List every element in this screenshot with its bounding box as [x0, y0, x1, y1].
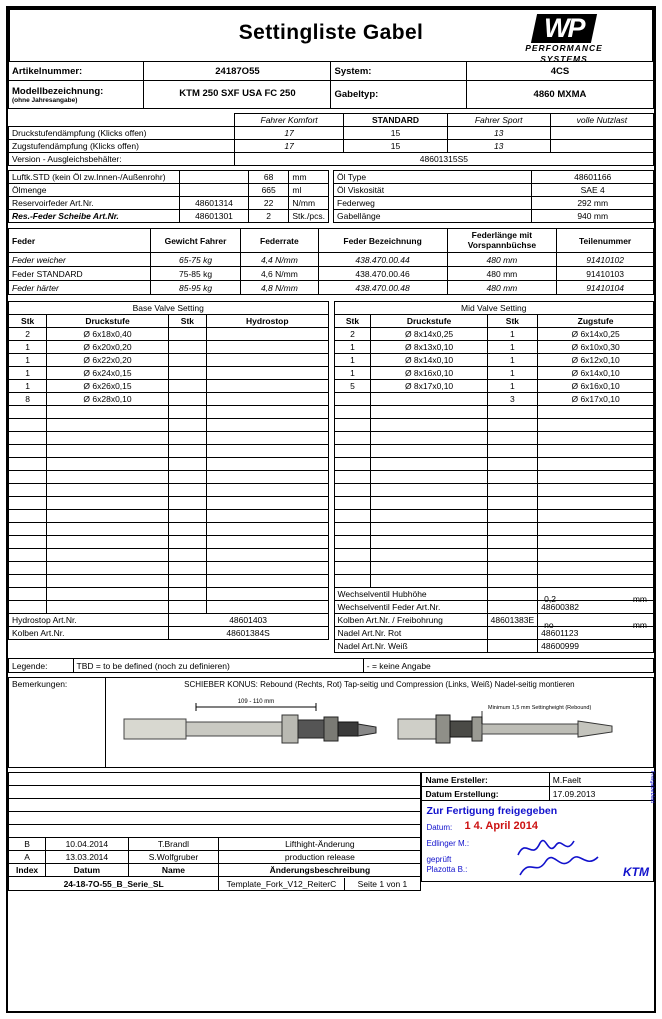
revision-table	[8, 772, 421, 891]
gabeltyp-label: Gabeltyp:	[331, 81, 466, 109]
approver2-name-label: Plazotta B.:	[426, 865, 468, 874]
doc-number: 24-18-7O-55_B_Serie_SL	[9, 877, 219, 891]
table-row	[9, 341, 329, 354]
oelmenge-label: Ölmenge	[9, 184, 180, 197]
spring-std-weight: 75-85 kg	[150, 267, 240, 281]
table-row	[334, 328, 654, 341]
hydrostop-artnr-label: Hydrostop Art.Nr.	[9, 614, 169, 627]
document-footer	[8, 772, 654, 891]
table-row	[9, 380, 329, 393]
wp-logo	[484, 13, 644, 64]
wechselventil-hub-v1	[487, 588, 538, 601]
mv-r2-druck: Ø 8x14x0,10	[371, 354, 487, 367]
legend-tbd: TBD = to be defined (noch zu definieren)	[73, 659, 363, 673]
bv-r5-hydro	[207, 393, 328, 406]
resfeder-scheibe-label: Res.-Feder Scheibe Art.Nr.	[9, 210, 180, 223]
gabellaenge-label: Gabellänge	[334, 210, 532, 223]
bv-col-stk2: Stk	[168, 315, 206, 328]
mv-r2-stk: 1	[334, 354, 371, 367]
rev-b-index: B	[9, 838, 46, 851]
spring-hard-part: 91410104	[557, 281, 654, 295]
svg-text:109 - 110 mm: 109 - 110 mm	[237, 699, 275, 705]
mv-r0-stk: 2	[334, 328, 371, 341]
modell-sublabel: (ohne Jahresangabe)	[12, 96, 78, 104]
damping-col-standard: STANDARD	[344, 114, 447, 127]
mid-valve-title: Mid Valve Setting	[334, 302, 654, 315]
reservoirfeder-value: 48601314	[180, 197, 249, 210]
template-name: Template_Fork_V12_ReiterC	[226, 878, 337, 889]
druckstufe-label: Druckstufendämpfung (Klicks offen)	[9, 127, 235, 140]
table-row	[334, 380, 654, 393]
mv-kolben-v2	[538, 614, 654, 630]
mv-r1-stk: 1	[334, 341, 371, 354]
mv-kolben-v1: 48601383E	[487, 614, 538, 627]
table-row	[422, 787, 654, 801]
damping-col-0	[9, 114, 235, 127]
creator-value: M.Faelt	[549, 773, 653, 787]
mv-r1-stk2: 1	[487, 341, 538, 354]
rev-b-desc: Lifthight-Änderung	[219, 838, 421, 851]
table-row	[334, 184, 654, 197]
oelmenge-value	[180, 184, 249, 197]
approver2-label: geprüft	[426, 855, 452, 864]
release-title: Zur Fertigung freigegeben	[426, 805, 558, 817]
artikelnummer-label: Artikelnummer:	[9, 62, 144, 81]
spring-soft-rate: 4,4 N/mm	[241, 253, 318, 267]
spring-soft-name: Feder weicher	[9, 253, 151, 267]
fork-schematic	[110, 691, 649, 765]
mv-r5-stk2: 3	[487, 393, 538, 406]
base-valve-title: Base Valve Setting	[9, 302, 329, 315]
springs-col-gewicht: Gewicht Fahrer	[150, 229, 240, 253]
damping-table	[8, 113, 654, 166]
luftk-label: Luftk.STD (kein Öl zw.Innen-/Außenrohr)	[9, 171, 180, 184]
wechselventil-hub-unit: mm	[632, 594, 647, 604]
mv-r1-druck: Ø 8x13x0,10	[371, 341, 487, 354]
legend-table	[8, 658, 654, 673]
nadel-rot-v1	[487, 627, 538, 640]
druckstufe-standard: 15	[344, 127, 447, 140]
system-label: System:	[331, 62, 466, 81]
gabeltyp-value: 4860 MXMA	[466, 81, 653, 109]
bv-r0-druck: Ø 6x18x0,40	[47, 328, 168, 341]
approver1-label: Edlinger M.:	[426, 839, 470, 848]
spring-std-length: 480 mm	[447, 267, 557, 281]
specs-right-table	[333, 170, 654, 223]
table-row	[9, 267, 654, 281]
signature-marks	[514, 831, 624, 879]
bv-r0-stk2	[168, 328, 206, 341]
rev-a-date: 13.03.2014	[46, 851, 128, 864]
table-row	[334, 341, 654, 354]
rev-col-desc: Änderungsbeschreibung	[219, 864, 421, 877]
table-row	[9, 328, 329, 341]
bv-r3-hydro	[207, 367, 328, 380]
table-row	[334, 614, 654, 627]
bv-r3-stk2	[168, 367, 206, 380]
luftk-unit: mm	[289, 171, 329, 184]
modell-label-cell	[9, 81, 144, 109]
mv-r4-stk2: 1	[487, 380, 538, 393]
spring-hard-name: Feder härter	[9, 281, 151, 295]
table-row	[9, 197, 329, 210]
reservoirfeder-unit: N/mm	[289, 197, 329, 210]
logo-line1: PERFORMANCE	[525, 43, 603, 53]
springs-col-laenge: Federlänge mit Vorspannbüchse	[447, 229, 557, 253]
table-row	[334, 197, 654, 210]
remarks-text: SCHIEBER KONUS: Rebound (Rechts, Rot) Tap-seitig und Compression (Links, Weiß) Nadel-seitig montieren	[184, 680, 575, 689]
table-row	[334, 601, 654, 614]
specs-left-table	[8, 170, 329, 223]
release-date-label: Datum:	[426, 823, 453, 832]
oeltype-label: Öl Type	[334, 171, 532, 184]
mv-r3-stk2: 1	[487, 367, 538, 380]
table-row	[9, 614, 329, 627]
oeltype-value: 48601166	[532, 171, 654, 184]
release-date-value: 1 4. April 2014	[464, 820, 539, 832]
version-label: Version - Ausgleichsbehälter:	[9, 153, 235, 166]
mid-valve-block	[334, 301, 655, 653]
remarks-table	[8, 677, 654, 768]
table-row	[334, 588, 654, 601]
spring-std-part: 91410103	[557, 267, 654, 281]
zugstufe-standard: 15	[344, 140, 447, 153]
zugstufe-komfort: 17	[234, 140, 344, 153]
damping-col-nutzlast: volle Nutzlast	[550, 114, 653, 127]
table-row	[334, 640, 654, 653]
spring-std-rate: 4,6 N/mm	[241, 267, 318, 281]
rev-col-date: Datum	[46, 864, 128, 877]
stamp-side-text: Freigabeblatt	[648, 770, 655, 803]
spring-soft-length: 480 mm	[447, 253, 557, 267]
bv-r0-stk: 2	[9, 328, 47, 341]
rev-b-name: T.Brandl	[128, 838, 219, 851]
druckstufe-nutzlast	[550, 127, 653, 140]
druckstufe-sport: 13	[447, 127, 550, 140]
luftk-value2: 68	[248, 171, 288, 184]
mv-r5-druck	[371, 393, 487, 406]
bv-r1-stk: 1	[9, 341, 47, 354]
base-valve-block	[8, 301, 329, 653]
spring-hard-bez: 438.470.00.48	[318, 281, 447, 295]
mv-r4-zug: Ø 6x16x0,10	[538, 380, 654, 393]
mv-r0-stk2: 1	[487, 328, 538, 341]
wechselventil-hub-value: 0,2	[544, 594, 556, 604]
mv-col-druck: Druckstufe	[371, 315, 487, 328]
rev-a-index: A	[9, 851, 46, 864]
bv-r3-druck: Ø 6x24x0,15	[47, 367, 168, 380]
document-header	[8, 8, 654, 62]
zugstufe-sport: 13	[447, 140, 550, 153]
table-row	[334, 354, 654, 367]
modell-label: Modellbezeichnung:	[12, 85, 104, 97]
resfeder-scheibe-unit: Stk./pcs.	[289, 210, 329, 223]
wechselventil-hub-v2	[538, 588, 654, 604]
fork-cartridge-diagram	[110, 691, 630, 763]
mv-r3-druck: Ø 8x16x0,10	[371, 367, 487, 380]
mv-r0-druck: Ø 8x14x0,25	[371, 328, 487, 341]
bv-r2-hydro	[207, 354, 328, 367]
valve-settings-row	[8, 301, 654, 653]
mv-kolben-label: Kolben Art.Nr. / Freibohrung	[334, 614, 487, 627]
approval-table	[421, 772, 654, 882]
bv-col-stk: Stk	[9, 315, 47, 328]
luftk-value	[180, 171, 249, 184]
remarks-label: Bemerkungen:	[9, 678, 106, 768]
mv-r3-stk: 1	[334, 367, 371, 380]
mv-r1-zug: Ø 6x10x0,30	[538, 341, 654, 354]
spring-hard-rate: 4,8 N/mm	[241, 281, 318, 295]
mv-col-stk: Stk	[334, 315, 371, 328]
damping-col-komfort: Fahrer Komfort	[234, 114, 344, 127]
federweg-value: 292 mm	[532, 197, 654, 210]
table-row	[334, 171, 654, 184]
nadel-weiss-value: 48600999	[538, 640, 654, 653]
logo-line2: SYSTEMS	[540, 53, 588, 64]
bv-r1-stk2	[168, 341, 206, 354]
page-count: Seite 1 von 1	[344, 878, 420, 890]
springs-col-rate: Federrate	[241, 229, 318, 253]
nadel-weiss-label: Nadel Art.Nr. Weiß	[334, 640, 487, 653]
zugstufe-nutzlast	[550, 140, 653, 153]
springs-col-teil: Teilenummer	[557, 229, 654, 253]
rev-col-name: Name	[128, 864, 219, 877]
table-row	[9, 171, 329, 184]
bv-r2-stk: 1	[9, 354, 47, 367]
mv-r5-zug: Ø 6x17x0,10	[538, 393, 654, 406]
specs-row	[8, 170, 654, 223]
bv-r5-druck: Ø 6x28x0,10	[47, 393, 168, 406]
bv-col-druck: Druckstufe	[47, 315, 168, 328]
table-row	[422, 773, 654, 787]
rev-col-index: Index	[9, 864, 46, 877]
bv-r0-hydro	[207, 328, 328, 341]
mv-kolben-unit: mm	[632, 620, 647, 630]
oelmenge-value2: 665	[248, 184, 288, 197]
viskositaet-label: Öl Viskosität	[334, 184, 532, 197]
table-row	[334, 627, 654, 640]
bv-r4-stk2	[168, 380, 206, 393]
table-row	[9, 354, 329, 367]
table-row	[9, 367, 329, 380]
wechselventil-feder-v1	[487, 601, 538, 614]
bv-r5-stk2	[168, 393, 206, 406]
base-valve-table	[8, 301, 329, 640]
bv-r2-druck: Ø 6x22x0,20	[47, 354, 168, 367]
table-row	[9, 140, 654, 153]
spring-soft-weight: 65-75 kg	[150, 253, 240, 267]
spring-hard-length: 480 mm	[447, 281, 557, 295]
svg-text:Minimum 1,5 mm Settingheight (: Minimum 1,5 mm Settingheight (Rebound)	[487, 705, 592, 711]
wechselventil-hub-label: Wechselventil Hubhöhe	[334, 588, 487, 601]
nadel-rot-value: 48601123	[538, 627, 654, 640]
druckstufe-komfort: 17	[234, 127, 344, 140]
bv-r5-stk: 8	[9, 393, 47, 406]
springs-col-bez: Feder Bezeichnung	[318, 229, 447, 253]
oelmenge-unit: ml	[289, 184, 329, 197]
table-row	[9, 838, 421, 851]
table-row	[334, 367, 654, 380]
logo-brand: WP	[544, 13, 584, 43]
spring-soft-part: 91410102	[557, 253, 654, 267]
spring-std-bez: 438.470.00.46	[318, 267, 447, 281]
nadel-weiss-v1	[487, 640, 538, 653]
table-row	[9, 210, 329, 223]
mv-r4-stk: 5	[334, 380, 371, 393]
mv-col-zug: Zugstufe	[538, 315, 654, 328]
bv-r4-hydro	[207, 380, 328, 393]
mid-valve-table	[334, 301, 655, 653]
table-row	[9, 184, 329, 197]
rev-a-desc: production release	[219, 851, 421, 864]
table-row	[334, 393, 654, 406]
reservoirfeder-value2: 22	[248, 197, 288, 210]
springs-table	[8, 228, 654, 295]
gabellaenge-value: 940 mm	[532, 210, 654, 223]
spring-std-name: Feder STANDARD	[9, 267, 151, 281]
table-row	[334, 210, 654, 223]
reservoirfeder-label: Reservoirfeder Art.Nr.	[9, 197, 180, 210]
created-value: 17.09.2013	[549, 787, 653, 801]
table-row	[9, 393, 329, 406]
table-row	[9, 153, 654, 166]
system-value: 4CS	[466, 62, 653, 81]
springs-col-feder: Feder	[9, 229, 151, 253]
viskositaet-value: SAE 4	[532, 184, 654, 197]
table-row	[9, 627, 329, 640]
mv-r3-zug: Ø 6x14x0,10	[538, 367, 654, 380]
page-title: Settingliste Gabel	[238, 21, 424, 44]
legend-dash: - = keine Angabe	[363, 659, 653, 673]
kolben-artnr-label: Kolben Art.Nr.	[9, 627, 169, 640]
table-row	[9, 127, 654, 140]
ktm-logo: KTM	[622, 865, 649, 879]
bv-r4-druck: Ø 6x26x0,15	[47, 380, 168, 393]
mv-r5-stk	[334, 393, 371, 406]
artikelnummer-value: 24187O55	[144, 62, 331, 81]
rev-a-name: S.Wolfgruber	[128, 851, 219, 864]
resfeder-scheibe-value2: 2	[248, 210, 288, 223]
mv-col-stk2: Stk	[487, 315, 538, 328]
hydrostop-artnr-value: 48601403	[168, 614, 328, 627]
legend-label: Legende:	[9, 659, 74, 673]
identification-table	[8, 61, 654, 109]
wechselventil-feder-value: 48600382	[538, 601, 654, 614]
damping-col-sport: Fahrer Sport	[447, 114, 550, 127]
version-value: 48601315S5	[234, 153, 653, 166]
federweg-label: Federweg	[334, 197, 532, 210]
spring-soft-bez: 438.470.00.44	[318, 253, 447, 267]
mv-r2-stk2: 1	[487, 354, 538, 367]
table-row	[9, 253, 654, 267]
mv-kolben-value: no	[544, 620, 554, 630]
spring-hard-weight: 85-95 kg	[150, 281, 240, 295]
bv-r2-stk2	[168, 354, 206, 367]
bv-col-hydro: Hydrostop	[207, 315, 328, 328]
zugstufe-label: Zugstufendämpfung (Klicks offen)	[9, 140, 235, 153]
creator-label: Name Ersteller:	[422, 773, 549, 787]
bv-r3-stk: 1	[9, 367, 47, 380]
table-row	[9, 851, 421, 864]
bv-r1-hydro	[207, 341, 328, 354]
resfeder-scheibe-value: 48601301	[180, 210, 249, 223]
rev-b-date: 10.04.2014	[46, 838, 128, 851]
mv-r4-druck: Ø 8x17x0,10	[371, 380, 487, 393]
kolben-artnr-value: 48601384S	[168, 627, 328, 640]
modell-value: KTM 250 SXF USA FC 250	[144, 81, 331, 109]
bv-r1-druck: Ø 6x20x0,20	[47, 341, 168, 354]
table-row	[9, 281, 654, 295]
mv-r2-zug: Ø 6x12x0,10	[538, 354, 654, 367]
bv-r4-stk: 1	[9, 380, 47, 393]
nadel-rot-label: Nadel Art.Nr. Rot	[334, 627, 487, 640]
wechselventil-feder-label: Wechselventil Feder Art.Nr.	[334, 601, 487, 614]
created-label: Datum Erstellung:	[422, 787, 549, 801]
mv-r0-zug: Ø 6x14x0,25	[538, 328, 654, 341]
